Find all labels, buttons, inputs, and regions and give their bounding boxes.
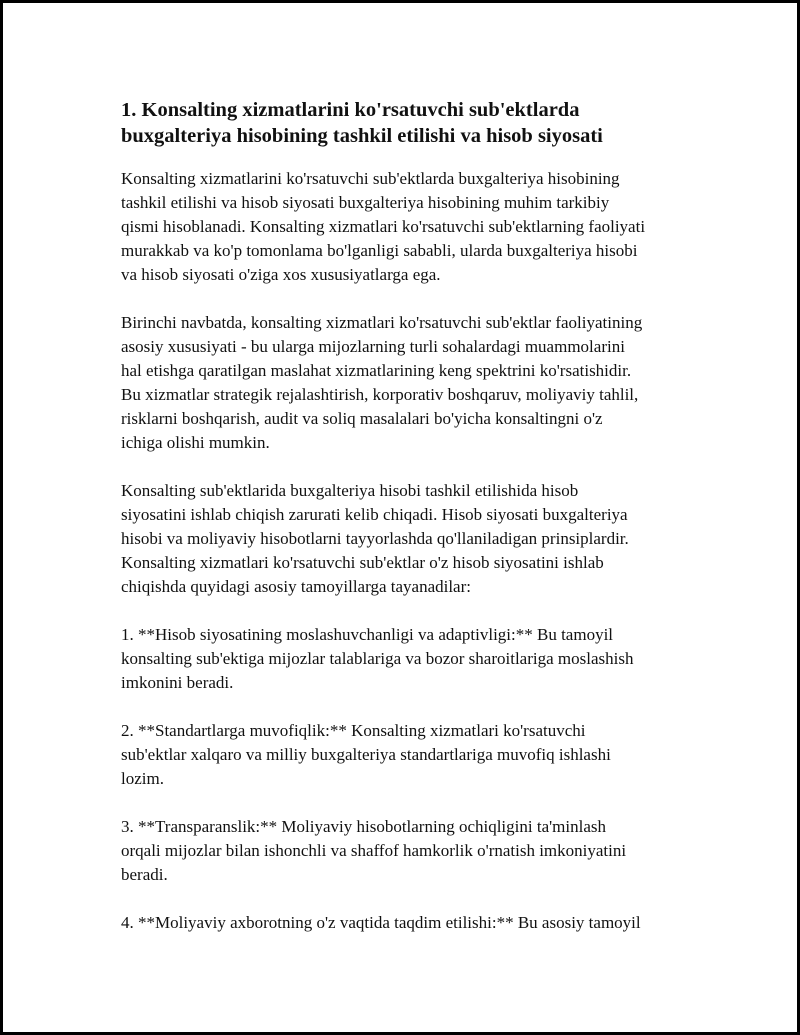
paragraph-line: murakkab va ko'p tomonlama bo'lganligi sababli, ularda buxgalteriya hisobi xyxy=(121,241,638,260)
paragraph-line: Konsalting xizmatlari ko'rsatuvchi sub'ektlar o'z hisob siyosatini ishlab xyxy=(121,553,604,572)
document-body xyxy=(121,97,696,935)
paragraph xyxy=(121,911,696,935)
paragraph-line: siyosatini ishlab chiqish zarurati kelib chiqadi. Hisob siyosati buxgalteriya xyxy=(121,505,628,524)
paragraph-line: hal etishga qaratilgan maslahat xizmatlarining keng spektrini ko'rsatishidir. xyxy=(121,361,632,380)
paragraph-line: konsalting sub'ektiga mijozlar talablariga va bozor sharoitlariga moslashish xyxy=(121,649,634,668)
paragraph xyxy=(121,623,696,695)
paragraph-line: Konsalting xizmatlarini ko'rsatuvchi sub'ektlarda buxgalteriya hisobining xyxy=(121,169,620,188)
paragraph-line: sub'ektlar xalqaro va milliy buxgalteriya standartlariga muvofiq ishlashi xyxy=(121,745,611,764)
paragraph xyxy=(121,719,696,791)
paragraph xyxy=(121,167,696,287)
paragraph xyxy=(121,479,696,599)
paragraph-line: beradi. xyxy=(121,865,168,884)
paragraph-line: 4. **Moliyaviy axborotning o'z vaqtida taqdim etilishi:** Bu asosiy tamoyil xyxy=(121,913,641,932)
paragraph-line: ichiga olishi mumkin. xyxy=(121,433,270,452)
paragraph-line: asosiy xususiyati - bu ularga mijozlarning turli sohalardagi muammolarini xyxy=(121,337,625,356)
paragraph-line: Birinchi navbatda, konsalting xizmatlari ko'rsatuvchi sub'ektlar faoliyatining xyxy=(121,313,643,332)
paragraph-list xyxy=(121,167,696,935)
paragraph-line: 1. **Hisob siyosatining moslashuvchanligi va adaptivligi:** Bu tamoyil xyxy=(121,625,614,644)
title-line: buxgalteriya hisobining tashkil etilishi va hisob siyosati xyxy=(121,125,603,147)
paragraph-line: orqali mijozlar bilan ishonchli va shaffof hamkorlik o'rnatish imkoniyatini xyxy=(121,841,627,860)
paragraph xyxy=(121,311,696,455)
paragraph-line: Bu xizmatlar strategik rejalashtirish, korporativ boshqaruv, moliyaviy tahlil, xyxy=(121,385,639,404)
paragraph-line: risklarni boshqarish, audit va soliq masalalari bo'yicha konsaltingni o'z xyxy=(121,409,603,428)
paragraph-line: qismi hisoblanadi. Konsalting xizmatlari ko'rsatuvchi sub'ektlarning faoliyati xyxy=(121,217,646,236)
paragraph-line: hisobi va moliyaviy hisobotlarni tayyorlashda qo'llaniladigan prinsiplardir. xyxy=(121,529,629,548)
paragraph-line: Konsalting sub'ektlarida buxgalteriya hisobi tashkil etilishida hisob xyxy=(121,481,579,500)
section-title xyxy=(121,97,696,149)
paragraph-line: imkonini beradi. xyxy=(121,673,234,692)
paragraph-line: va hisob siyosati o'ziga xos xususiyatlarga ega. xyxy=(121,265,441,284)
paragraph-line: 2. **Standartlarga muvofiqlik:** Konsalting xizmatlari ko'rsatuvchi xyxy=(121,721,586,740)
paragraph-line: chiqishda quyidagi asosiy tamoyillarga tayanadilar: xyxy=(121,577,471,596)
paragraph-line: lozim. xyxy=(121,769,164,788)
paragraph-line: tashkil etilishi va hisob siyosati buxgalteriya hisobining muhim tarkibiy xyxy=(121,193,610,212)
paragraph xyxy=(121,815,696,887)
paragraph-line: 3. **Transparanslik:** Moliyaviy hisobotlarning ochiqligini ta'minlash xyxy=(121,817,607,836)
title-line: 1. Konsalting xizmatlarini ko'rsatuvchi sub'ektlarda xyxy=(121,99,580,121)
